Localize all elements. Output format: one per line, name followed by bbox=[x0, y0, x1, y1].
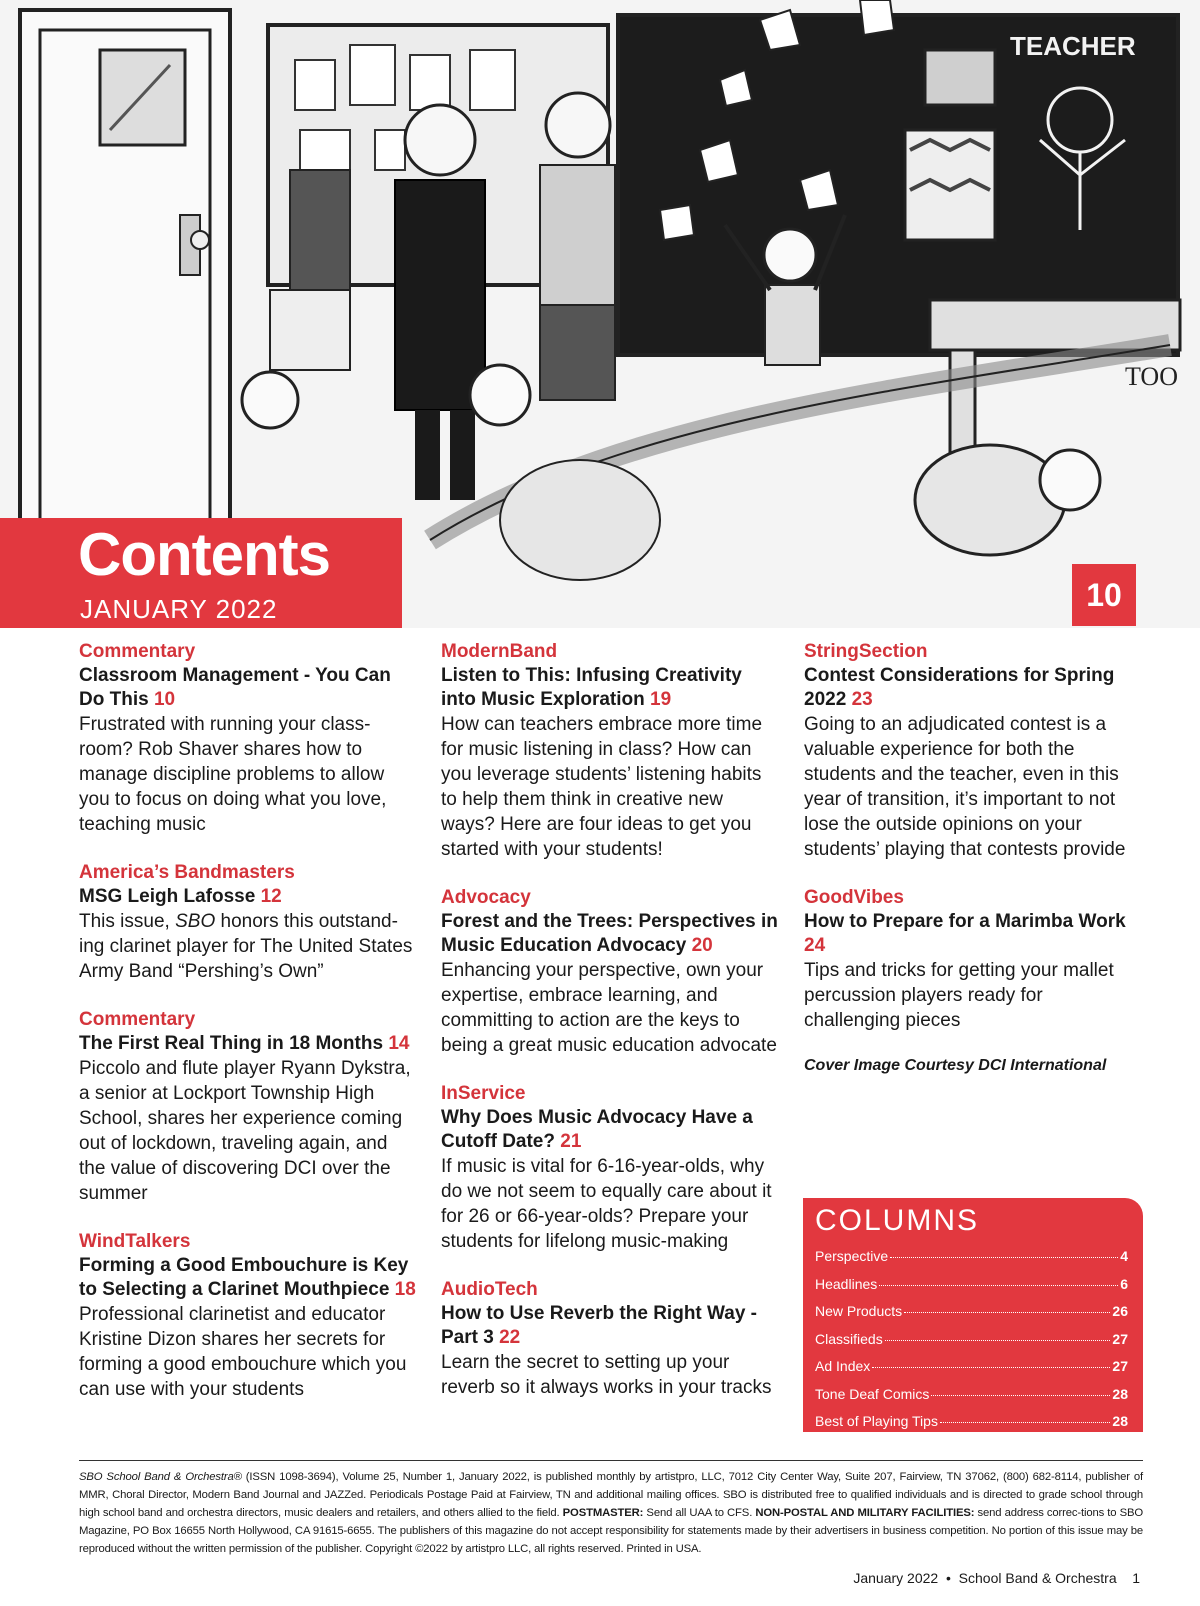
article-description: Tips and tricks for getting your mallet percussion players ready for challenging pieces bbox=[804, 960, 1114, 1031]
columns-item-classifieds[interactable]: Classifieds 27 bbox=[815, 1330, 1128, 1347]
columns-list bbox=[815, 1248, 1128, 1441]
cover-page-badge: 10 bbox=[1072, 564, 1136, 626]
article-entry[interactable] bbox=[79, 640, 419, 837]
page-footer bbox=[853, 1570, 1140, 1586]
article-page: 23 bbox=[851, 689, 873, 710]
columns-item-best-of-playing-tips[interactable]: Best of Playing Tips 28 bbox=[815, 1413, 1128, 1429]
article-category: Commentary bbox=[79, 641, 196, 662]
cartoonist-signature: TOO bbox=[1125, 362, 1178, 391]
article-entry[interactable] bbox=[79, 861, 419, 984]
article-entry[interactable] bbox=[804, 640, 1144, 862]
columns-box bbox=[803, 1198, 1143, 1432]
footer-magazine: School Band & Orchestra bbox=[958, 1570, 1117, 1586]
article-description: Frustrated with running your class-room? Rob Shaver shares how to manage discipline problems to allow you to focus on doing what you love, teaching music bbox=[79, 714, 387, 835]
article-entry[interactable] bbox=[79, 1008, 419, 1206]
article-entry[interactable] bbox=[441, 1082, 781, 1254]
columns-title: COLUMNS bbox=[815, 1204, 980, 1237]
contents-header-box bbox=[0, 518, 402, 628]
columns-item-headlines[interactable]: Headlines 6 bbox=[815, 1275, 1128, 1292]
article-page: 10 bbox=[153, 689, 176, 710]
article-title: Why Does Music Advocacy Have a Cutoff Date? 21 bbox=[441, 1107, 753, 1152]
publication-notice: SBO School Band & Orchestra® (ISSN 1098-3694), Volume 25, Number 1, January 2022, is published monthly by artistpro, LLC, 7012 City Center Way, Suite 207, Fairview, TN 37062, (800) 682-8114, publisher of MMR, Choral Director, Modern Band Journal and JAZZed. Periodicals Postage Paid at Fairview, TN and additional mailing offices. SBO is distributed free to qualified individuals and is directed to grade school through high school band and orchestra directors, music dealers and retailers, and others allied to the field. POSTMASTER: Send all UAA to CFS. NON-POSTAL AND MILITARY FACILITIES: send address correc-tions to SBO Magazine, PO Box 16655 North Hollywood, CA 91615-6655. The publishers of this magazine do not accept responsibility for statements made by their advertisers in business competition. No portion of this issue may be reproduced without the written permission of the publisher. Copyright ©2022 by artistpro LLC, all rights reserved. Printed in USA. bbox=[79, 1471, 1143, 1555]
article-description: Going to an adjudicated contest is a valuable experience for both the students and the teacher, even in this year of transition, it’s important to not lose the outside opinions on your students’ playing that contests provide bbox=[804, 714, 1126, 860]
columns-item-perspective[interactable]: Perspective 4 bbox=[815, 1248, 1128, 1264]
article-category: Advocacy bbox=[441, 887, 531, 908]
article-entry[interactable] bbox=[804, 886, 1144, 1033]
article-entry[interactable] bbox=[441, 1278, 781, 1400]
article-title: Forming a Good Embouchure is Key to Selecting a Clarinet Mouthpiece 18 bbox=[79, 1255, 416, 1300]
article-title: Contest Considerations for Spring 2022 23 bbox=[804, 665, 1115, 710]
article-description: Piccolo and flute player Ryann Dykstra, a senior at Lockport Township High School, shares her experience coming out of lockdown, traveling again, and the value of discovering DCI over the summer bbox=[79, 1058, 411, 1204]
article-description: How can teachers embrace more time for music listening in class? How can you leverage students’ listening habits to help them think in creative new ways? Here are four ideas to get you started with your students! bbox=[441, 714, 763, 860]
article-page: 19 bbox=[650, 689, 672, 710]
footer-date: January 2022 bbox=[853, 1570, 939, 1586]
article-category: AudioTech bbox=[441, 1279, 538, 1300]
article-title: How to Prepare for a Marimba Work 24 bbox=[804, 911, 1126, 956]
article-page: 22 bbox=[499, 1327, 521, 1348]
issue-date: JANUARY 2022 bbox=[80, 594, 278, 624]
article-entry[interactable] bbox=[79, 1230, 419, 1402]
contents-column-3 bbox=[804, 640, 1144, 1075]
article-category: Commentary bbox=[79, 1009, 196, 1030]
article-page: 12 bbox=[260, 886, 282, 907]
article-category: StringSection bbox=[804, 641, 928, 662]
footer-separator: • bbox=[945, 1570, 951, 1586]
article-description: Learn the secret to setting up your reverb so it always works in your tracks bbox=[441, 1352, 772, 1398]
article-description: If music is vital for 6-16-year-olds, why do we not seem to equally care about it for 26 or 66-year-olds? Prepare your students for lifelong music-making bbox=[441, 1156, 772, 1252]
article-title: Classroom Management - You Can Do This 10 bbox=[79, 665, 391, 710]
article-category: GoodVibes bbox=[804, 887, 904, 908]
article-page: 21 bbox=[560, 1131, 582, 1152]
chalkboard-text: TEACHER bbox=[1010, 31, 1136, 61]
article-category: InService bbox=[441, 1083, 526, 1104]
article-page: 18 bbox=[394, 1279, 416, 1300]
cover-credit: Cover Image Courtesy DCI International bbox=[804, 1057, 1107, 1074]
article-description: Professional clarinetist and educator Kristine Dizon shares her secrets for forming a good embouchure which you can use with your students bbox=[79, 1304, 407, 1400]
divider bbox=[79, 1460, 1143, 1461]
columns-item-ad-index[interactable]: Ad Index 27 bbox=[815, 1358, 1128, 1374]
article-description: Enhancing your perspective, own your expertise, embrace learning, and committing to action are the keys to being a great music education advocate bbox=[441, 960, 777, 1056]
article-page: 24 bbox=[804, 935, 826, 956]
article-category: WindTalkers bbox=[79, 1231, 191, 1252]
contents-column-2 bbox=[441, 640, 781, 1424]
columns-item-new-products[interactable]: New Products 26 bbox=[815, 1303, 1128, 1319]
article-title: Listen to This: Infusing Creativity into Music Exploration 19 bbox=[441, 665, 742, 710]
article-page: 14 bbox=[388, 1033, 410, 1054]
article-title: MSG Leigh Lafosse 12 bbox=[79, 886, 282, 907]
contents-title: Contents bbox=[78, 521, 330, 588]
article-entry[interactable] bbox=[441, 886, 781, 1058]
article-title: The First Real Thing in 18 Months 14 bbox=[79, 1033, 410, 1054]
article-entry[interactable] bbox=[441, 640, 781, 862]
footer-page-number: 1 bbox=[1132, 1570, 1140, 1586]
contents-column-1 bbox=[79, 640, 419, 1426]
article-category: America’s Bandmasters bbox=[79, 862, 295, 883]
article-page: 20 bbox=[691, 935, 713, 956]
article-title: How to Use Reverb the Right Way - Part 3 22 bbox=[441, 1303, 757, 1348]
columns-item-tone-deaf-comics[interactable]: Tone Deaf Comics 28 bbox=[815, 1385, 1128, 1402]
article-category: ModernBand bbox=[441, 641, 558, 662]
article-description: This issue, SBO honors this outstand-ing clarinet player for The United States Army Band “Pershing’s Own” bbox=[79, 911, 413, 982]
article-title: Forest and the Trees: Perspectives in Music Education Advocacy 20 bbox=[441, 911, 778, 956]
